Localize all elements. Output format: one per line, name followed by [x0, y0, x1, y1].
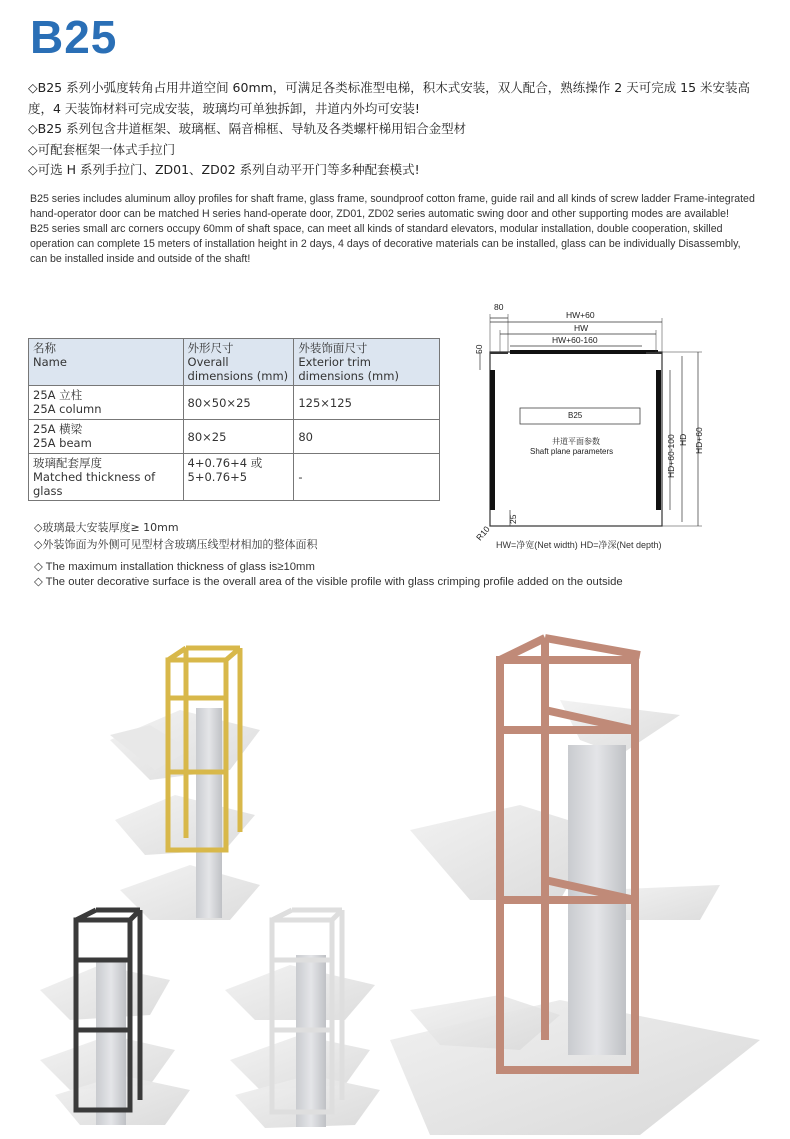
feature-item: ◇B25 系列包含井道框架、玻璃框、隔音棉框、导轨及各类螺杆梯用铝合金型材	[28, 121, 467, 136]
description-en	[30, 192, 760, 267]
left-wall	[490, 370, 495, 510]
notes-cn	[34, 519, 317, 553]
cell-name	[29, 386, 184, 420]
dim-label-hw60-160: HW+60-160	[552, 335, 598, 345]
cell-name	[29, 420, 184, 454]
cell-name	[29, 454, 184, 501]
header-text-cn: 名称	[33, 341, 56, 355]
header-name	[29, 339, 184, 386]
right-rail	[656, 370, 661, 510]
top-wall	[510, 350, 658, 354]
corner-stub	[490, 352, 508, 354]
dim-label-hd: HD	[678, 433, 688, 446]
table-row	[29, 454, 440, 501]
feature-item: ◇可选 H 系列手拉门、ZD01、ZD02 系列自动平开门等多种配套模式!	[28, 162, 420, 177]
spec-table	[28, 338, 440, 501]
cell-text: 玻璃配套厚度	[33, 456, 102, 470]
page-title: B25	[30, 11, 118, 63]
door-label: B25	[568, 411, 583, 420]
diagram-caption-cn: 井道平面参数	[552, 437, 600, 446]
note-line: ◇玻璃最大安装厚度≥ 10mm	[34, 521, 179, 534]
note-line: ◇ The outer decorative surface is the overall area of the visible profile with glass crimping profile added on the outside	[34, 576, 623, 588]
note-line: ◇外装饰面为外侧可见型材含玻璃压线型材相加的整体面积	[34, 538, 318, 551]
cell-text: 25A beam	[33, 436, 92, 450]
cell-text: Matched thickness of glass	[33, 470, 156, 498]
cell-text: 25A 横梁	[33, 422, 83, 436]
table-row	[29, 420, 440, 454]
white-elevator	[225, 910, 380, 1128]
description-paragraph: B25 series includes aluminum alloy profiles for shaft frame, glass frame, soundproof cotton frame, guide rail and all kinds of screw ladder Frame-integrated hand-operator door can be matched H series hand-operate door, ZD01, ZD02 series automatic swing door and other supporting modes are available!	[30, 193, 755, 220]
header-text-en: Overall dimensions (mm)	[187, 355, 289, 383]
cell-overall: 4+0.76+4 或 5+0.76+5	[183, 454, 294, 501]
cell-exterior: 80	[294, 420, 440, 454]
dim-label-r10: R10	[474, 524, 492, 543]
elevator-illustrations	[0, 620, 790, 1139]
header-overall	[183, 339, 294, 386]
dim-label-hw60: HW+60	[566, 310, 595, 320]
dim-label-hw: HW	[574, 323, 589, 333]
cell-overall: 80×50×25	[183, 386, 294, 420]
corner-stub	[646, 352, 662, 354]
note-line: ◇ The maximum installation thickness of glass is≥10mm	[34, 561, 315, 573]
dim-label-25: 25	[508, 514, 518, 524]
dim-label-hd60: HD+60	[694, 427, 704, 454]
cell-exterior: -	[294, 454, 440, 501]
cell-text: 25A 立柱	[33, 388, 83, 402]
cell-exterior: 125×125	[294, 386, 440, 420]
dim-label-80: 80	[494, 302, 504, 312]
header-text-en: Name	[33, 355, 67, 369]
table-header-row	[29, 339, 440, 386]
diagram-caption-en: Shaft plane parameters	[530, 447, 614, 456]
gold-elevator	[110, 648, 260, 920]
feature-list-cn	[28, 78, 768, 181]
header-text-en: Exterior trim dimensions (mm)	[298, 355, 399, 383]
dim-label-50: 50	[474, 344, 484, 354]
diagram-legend: HW=净宽(Net width) HD=净深(Net depth)	[496, 540, 662, 550]
cell-overall: 80×25	[183, 420, 294, 454]
black-elevator	[40, 910, 190, 1125]
table-row	[29, 386, 440, 420]
rose-elevator	[390, 638, 760, 1135]
notes-en	[34, 560, 623, 590]
dim-label-hd60-100: HD+60-100	[666, 434, 676, 478]
feature-item: ◇B25 系列小弧度转角占用井道空间 60mm，可满足各类标准型电梯，积木式安装，双人配合，熟练操作 2 天可完成 15 米安装高度，4 天装饰材料可完成安装，玻璃均可单独拆卸，井道内外均可安装!	[28, 80, 751, 116]
description-paragraph: B25 series small arc corners occupy 60mm of shaft space, can meet all kinds of standard elevators, modular installation, double cooperation, skilled operation can complete 15 meters of installation height in 2 days, 4 days of decorative materials can be installed, glass can be individually Disassembly, can be installed inside and outside of the shaft!	[30, 223, 741, 265]
header-exterior	[294, 339, 440, 386]
cell-text: 25A column	[33, 402, 102, 416]
header-text-cn: 外装饰面尺寸	[298, 341, 368, 355]
feature-item: ◇可配套框架一体式手拉门	[28, 141, 176, 157]
elevator-renderings	[0, 620, 790, 1139]
shaft-plan-diagram	[470, 296, 740, 556]
header-text-cn: 外形尺寸	[187, 341, 234, 355]
